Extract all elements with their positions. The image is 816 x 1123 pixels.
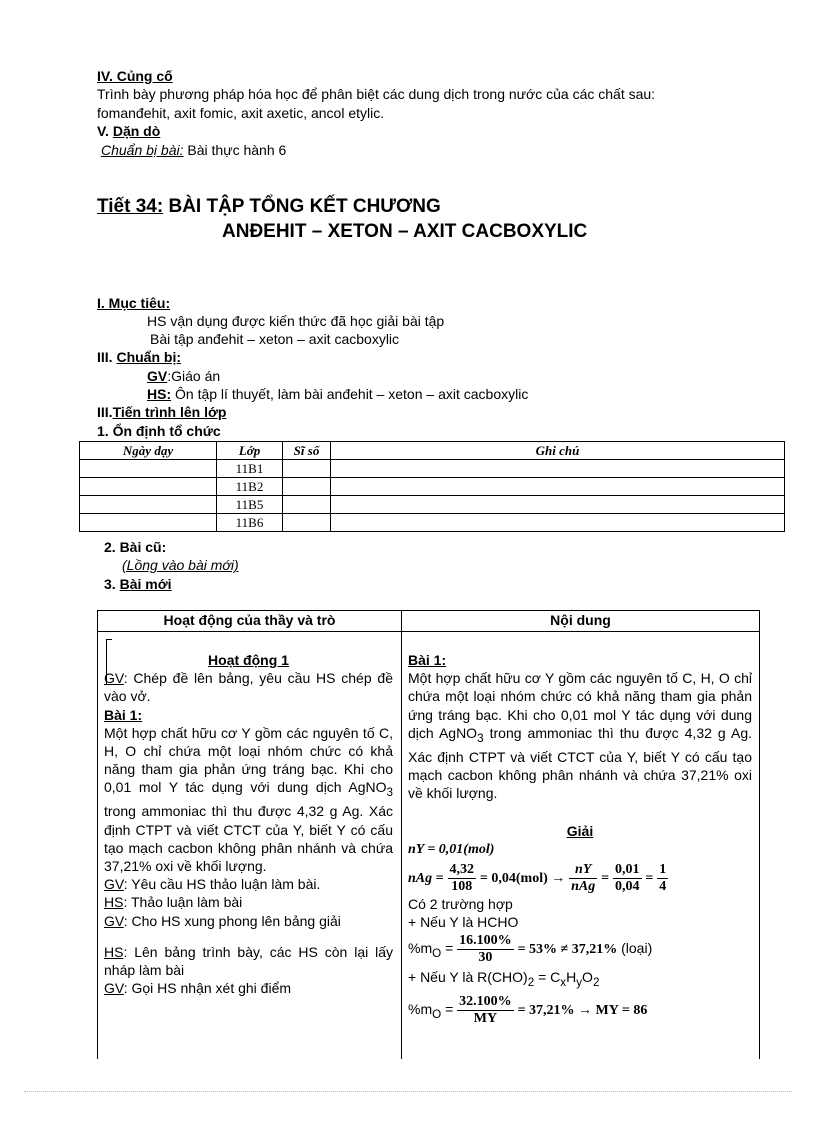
step-1-heading: 1. Ổn định tổ chức bbox=[97, 423, 221, 439]
section-i-heading: I. Mục tiêu: bbox=[97, 295, 171, 311]
case-1-equation: $\%m_O$ = $\frac{16.100\%}{30}$ = 53% ≠ 37,21% (loại) bbox=[408, 933, 653, 966]
table-row bbox=[80, 496, 785, 514]
gv-instruction-2: GV: Yêu cầu HS thảo luận làm bài. bbox=[104, 876, 321, 893]
col-header-content: Nội dung bbox=[550, 612, 611, 628]
fraction-result: $\frac{1}{4}$ bbox=[659, 861, 667, 894]
step-2-note: (Lồng vào bài mới) bbox=[122, 557, 239, 573]
gv-instruction-3: GV: Cho HS xung phong lên bảng giải bbox=[104, 912, 341, 929]
col-count: Sĩ số bbox=[283, 442, 331, 460]
col-date: Ngày dạy bbox=[80, 442, 217, 460]
col-notes: Ghi chú bbox=[331, 442, 785, 460]
gv-instruction-4: GV: Gọi HS nhận xét ghi điểm bbox=[104, 980, 292, 997]
section-iv-heading: IV. Củng cố bbox=[97, 68, 173, 84]
prep-label: Chuẩn bị bài: bbox=[101, 142, 184, 158]
lesson-title-line2: ANĐEHIT – XETON – AXIT CACBOXYLIC bbox=[222, 221, 588, 242]
col-class: Lớp bbox=[217, 442, 283, 460]
prep-value: Bài thực hành 6 bbox=[183, 142, 287, 158]
hs-response-2: HS: Lên bảng trình bày, các HS còn lại lấy nháp làm bài bbox=[104, 943, 393, 979]
case-2-label: + Nếu Y là $R(CHO)_2 = C_xH_yO_2$ bbox=[408, 969, 600, 990]
prep-gv: GV:Giáo án bbox=[147, 368, 221, 384]
lesson-title-line1: Tiết 34: BÀI TẬP TỔNG KẾT CHƯƠNG bbox=[97, 196, 441, 217]
left-problem-text: Một hợp chất hữu cơ Y gồm các nguyên tố C, H, O chỉ chứa một loại nhóm chức có khả năng tham gia phản ứng tráng bạc. Khi cho 0,01 mol Y tác dụng với dung dịch AgNO$_3$ trong ammoniac thì thu được 4,32 g Ag. Xác định CTPT và viết CTCT của Y, biết Y có cấu tạo mạch cacbon không phân nhánh và chứa 37,21% oxi về khối lượng. bbox=[104, 724, 393, 875]
fraction-432-108: $\frac{4,32}{108}$ bbox=[449, 861, 474, 894]
right-problem-text: Một hợp chất hữu cơ Y gồm các nguyên tố C, H, O chỉ chứa một loại nhóm chức có khả năng tham gia phản ứng tráng bạc. Khi cho 0,01 mol Y tác dụng với dung dịch AgNO$_3$ trong ammoniac thì thu được 4,32 g Ag. Xác định CTPT và viết CTCT của Y, biết Y có cấu tạo mạch cacbon không phân nhánh và chứa 37,21% oxi về khối lượng. bbox=[408, 670, 752, 802]
table-row bbox=[80, 460, 785, 478]
cases-intro: Có 2 trường hợp bbox=[408, 895, 513, 912]
fraction-case1: $\frac{16.100\%}{30}$ bbox=[459, 933, 512, 966]
col-header-activities: Hoạt động của thầy và trò bbox=[163, 612, 336, 628]
objective-2: Bài tập anđehit – xeton – axit cacboxylic bbox=[150, 331, 400, 347]
case-2-equation: $\%m_O$ = $\frac{32.100\%}{MY}$ = 37,21% → MY = 86 bbox=[408, 994, 648, 1027]
fraction-ny-nag: $\frac{nY}{\text{nAg}}$ bbox=[571, 861, 596, 894]
page-bottom-rule bbox=[24, 1091, 792, 1092]
prep-line bbox=[101, 142, 286, 158]
right-bai1-label: Bài 1: bbox=[408, 652, 447, 668]
class-cell: 11B2 bbox=[217, 478, 283, 496]
column-divider bbox=[401, 611, 402, 1059]
class-cell: 11B5 bbox=[217, 496, 283, 514]
equation-nag: nAg = $\frac{4,32}{108}$ = 0,04(mol) → $\frac{nY}{\text{nAg}}$ = $\frac{0,01}{0,04}$ = $\frac{1}{4}$ bbox=[408, 861, 667, 894]
step-2-heading: 2. Bài cũ: bbox=[104, 539, 167, 555]
class-cell: 11B6 bbox=[217, 514, 283, 532]
right-column bbox=[408, 633, 752, 1027]
equation-ny: nY = 0,01(mol) bbox=[408, 841, 495, 857]
hs-response-1: HS: Thảo luận làm bài bbox=[104, 894, 243, 911]
activity-table bbox=[97, 610, 760, 1059]
left-column bbox=[104, 633, 393, 997]
section-iii-heading: III. Chuẩn bị: bbox=[97, 349, 181, 365]
step-3-heading: 3. Bài mới bbox=[104, 576, 172, 592]
class-cell: 11B1 bbox=[217, 460, 283, 478]
table-row bbox=[80, 514, 785, 532]
table-row bbox=[80, 478, 785, 496]
fraction-case2: $\frac{32.100\%}{MY}$ bbox=[459, 994, 512, 1027]
activity-title: Hoạt động 1 bbox=[208, 652, 289, 668]
header-divider bbox=[98, 631, 759, 632]
objective-1: HS vận dụng được kiến thức đã học giải bài tập bbox=[147, 313, 445, 329]
fraction-values: $\frac{0,01}{0,04}$ bbox=[615, 861, 640, 894]
section-iv-text-line1: Trình bày phương pháp hóa học để phân biệt các dung dịch trong nước của các chất sau: bbox=[97, 86, 656, 102]
left-bai1-label: Bài 1: bbox=[104, 706, 143, 723]
attendance-header-row bbox=[80, 442, 785, 460]
section-v-heading: V. Dặn dò bbox=[97, 123, 161, 139]
flow-heading: III.Tiến trình lên lớp bbox=[97, 404, 227, 420]
attendance-table bbox=[79, 441, 785, 532]
section-iv-text-line2: fomanđehit, axit fomic, axit axetic, ancol etylic. bbox=[97, 105, 385, 121]
lesson-label: Tiết 34: bbox=[97, 196, 164, 217]
brace-mark bbox=[106, 639, 113, 685]
gv-instruction-1: GV: Chép đề lên bảng, yêu cầu HS chép đề vào vở. bbox=[104, 670, 393, 705]
prep-hs: HS: Ôn tập lí thuyết, làm bài anđehit – xeton – axit cacboxylic bbox=[147, 386, 529, 402]
case-1-label: + Nếu Y là HCHO bbox=[408, 914, 519, 931]
solution-heading: Giải bbox=[566, 823, 594, 840]
